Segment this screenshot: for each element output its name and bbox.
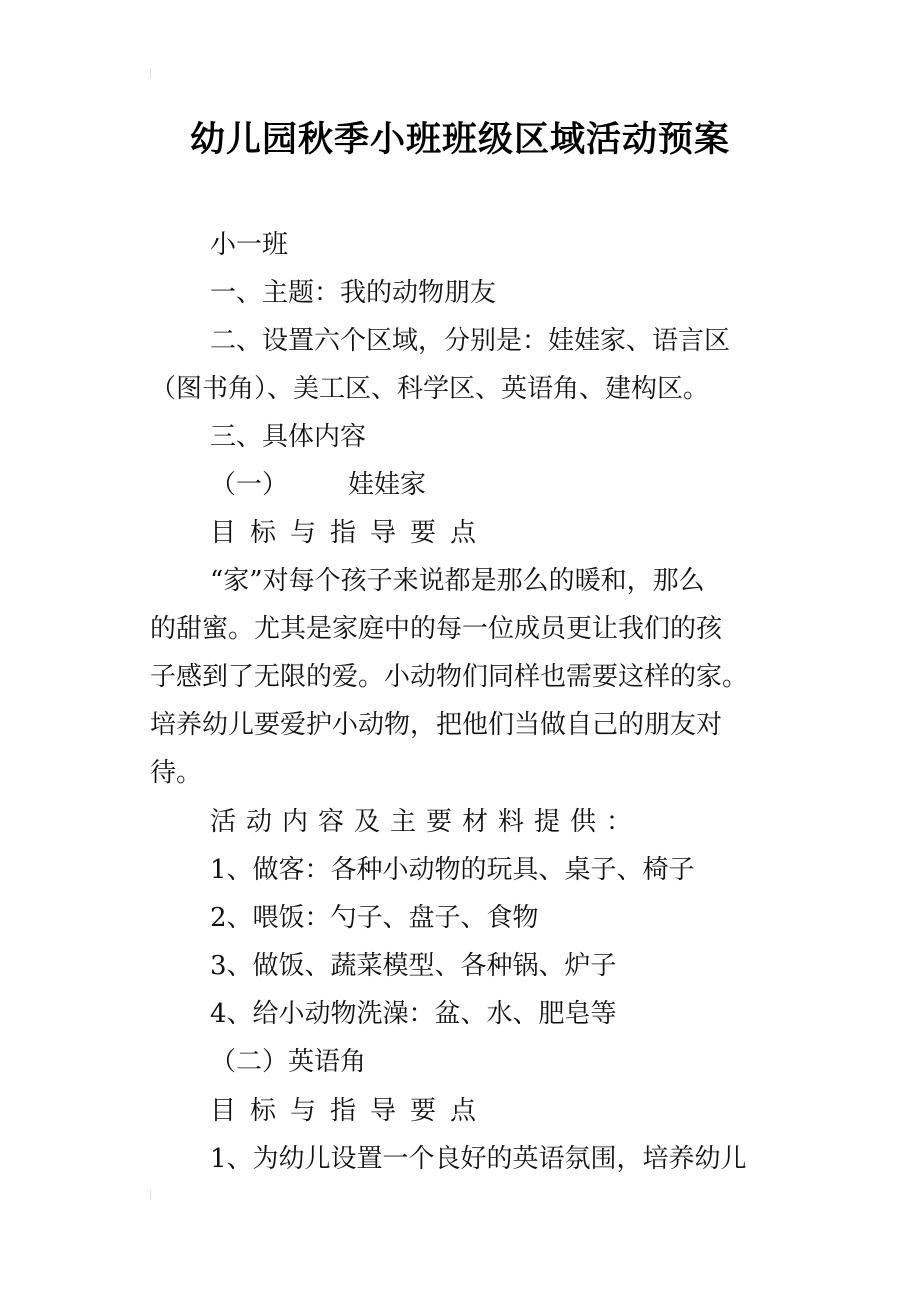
material-item-4: 4、给小动物洗澡：盆、水、肥皂等 xyxy=(210,999,617,1029)
goal-heading-1: 目标与指导要点 xyxy=(210,518,491,548)
paragraph1-line4: 培养幼儿要爱护小动物，把他们当做自己的朋友对 xyxy=(150,710,723,740)
section1-name: 娃娃家 xyxy=(348,470,427,500)
bottom-corner-mark xyxy=(150,1190,157,1200)
material-item-3: 3、做饭、蔬菜模型、各种锅、炉子 xyxy=(210,951,617,981)
section1-heading xyxy=(210,469,426,501)
paragraph2-line1: 1、为幼儿设置一个良好的英语氛围，培养幼儿 xyxy=(210,1144,747,1174)
section1-number: （一） xyxy=(210,470,289,500)
areas-line-2: （图书角）、美工区、科学区、英语角、建构区。 xyxy=(150,374,710,404)
content-heading: 三、具体内容 xyxy=(210,422,367,452)
paragraph1-line1: “家”对每个孩子来说都是那么的暖和，那么 xyxy=(210,566,705,596)
top-corner-mark xyxy=(150,68,157,78)
paragraph1-line3: 子感到了无限的爱。小动物们同样也需要这样的家。 xyxy=(150,662,749,692)
class-name: 小一班 xyxy=(210,230,289,260)
goal-heading-2: 目标与指导要点 xyxy=(210,1096,491,1126)
section2-heading: （二）英语角 xyxy=(210,1047,367,1077)
paragraph1-line5: 待。 xyxy=(150,758,203,788)
areas-line-1: 二、设置六个区域，分别是：娃娃家、语言区 xyxy=(210,326,731,356)
document-title: 幼儿园秋季小班班级区域活动预案 xyxy=(189,120,730,160)
materials-heading: 活动内容及主要材料提供： xyxy=(210,807,643,837)
theme-line: 一、主题：我的动物朋友 xyxy=(210,278,497,308)
paragraph1-line2: 的甜蜜。尤其是家庭中的每一位成员更让我们的孩 xyxy=(150,614,723,644)
material-item-1: 1、做客：各种小动物的玩具、桌子、椅子 xyxy=(210,855,695,885)
material-item-2: 2、喂饭：勺子、盘子、食物 xyxy=(210,903,539,933)
